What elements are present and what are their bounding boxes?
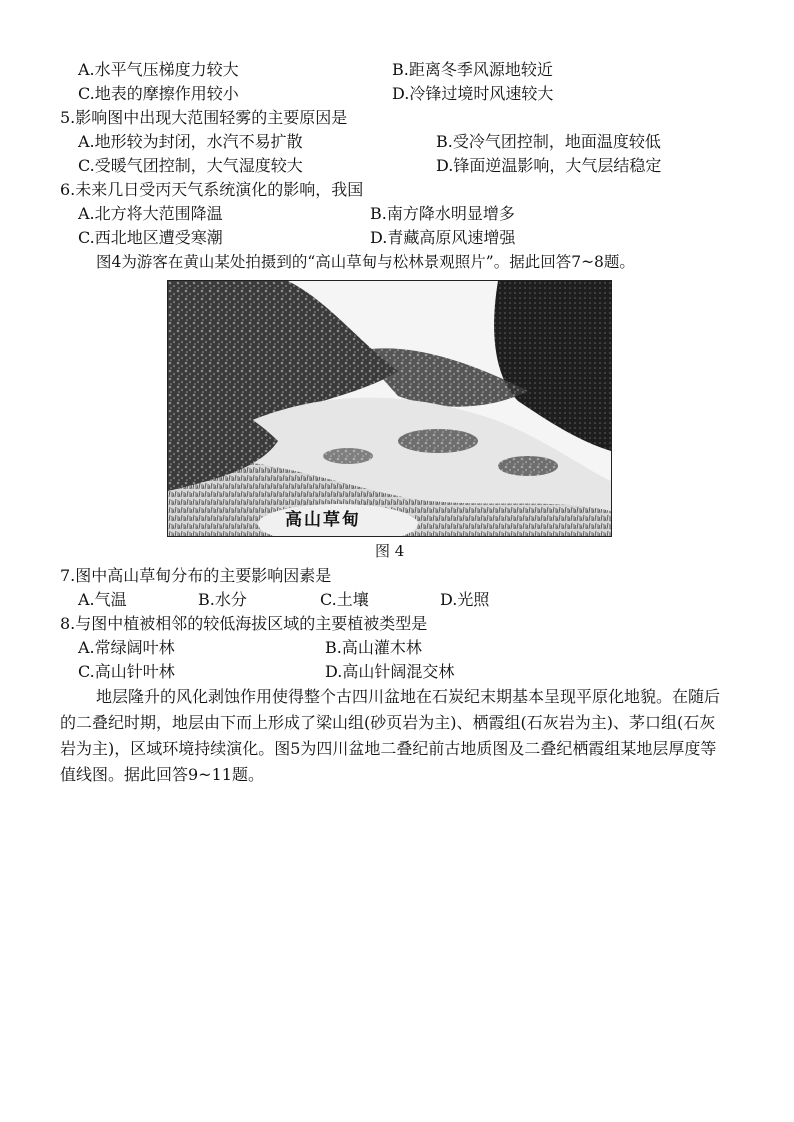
q7-option-a: A.气温 [78,590,127,609]
q5-option-b: B.受冷气团控制，地面温度较低 [436,132,661,151]
meadow-photo [167,280,612,537]
q6-option-d: D.青藏高原风速增强 [370,228,516,247]
intro-9-11: 地层隆升的风化剥蚀作用使得整个古四川盆地在石炭纪末期基本呈现平原化地貌。在随后的二叠纪时期，地层由下而上形成了梁山组(砂页岩为主)、栖霞组(石灰岩为主)、茅口组(石灰岩为主)，区域环境持续演化。图5为四川盆地二叠纪前古地质图及二叠纪栖霞组某地层厚度等值线图。据此回答9~11题。 [60,687,721,784]
q8-option-b: B.高山灌木林 [325,638,422,657]
q8-option-a: A.常绿阔叶林 [78,638,175,657]
figure-4-caption: 图 4 [375,542,405,560]
q7-option-c: C.土壤 [320,590,369,609]
q4-option-d: D.冷锋过境时风速较大 [392,84,554,103]
q6-option-a: A.北方将大范围降温 [78,204,223,223]
q6-stem: 6.未来几日受丙天气系统演化的影响，我国 [60,180,364,199]
q5-option-a: A.地形较为封闭，水汽不易扩散 [78,132,303,151]
meadow-plate-label: 高山草甸 [285,510,361,530]
q7-stem: 7.图中高山草甸分布的主要影响因素是 [60,566,332,585]
intro-7-8: 图4为游客在黄山某处拍摄到的“高山草甸与松林景观照片”。据此回答7~8题。 [96,253,635,271]
q5-option-c: C.受暖气团控制，大气湿度较大 [78,156,303,175]
q6-option-c: C.西北地区遭受寒潮 [78,228,223,247]
q5-option-d: D.锋面逆温影响，大气层结稳定 [436,156,662,175]
q4-option-c: C.地表的摩擦作用较小 [78,84,239,103]
q5-stem: 5.影响图中出现大范围轻雾的主要原因是 [60,108,348,127]
q6-option-b: B.南方降水明显增多 [370,204,515,223]
q8-option-d: D.高山针阔混交林 [325,662,455,681]
q8-stem: 8.与图中植被相邻的较低海拔区域的主要植被类型是 [60,614,428,633]
q4-option-b: B.距离冬季风源地较近 [392,60,553,79]
q8-option-c: C.高山针叶林 [78,662,175,681]
q4-option-a: A.水平气压梯度力较大 [78,60,239,79]
q7-option-d: D.光照 [440,590,490,609]
q7-option-b: B.水分 [198,590,247,609]
